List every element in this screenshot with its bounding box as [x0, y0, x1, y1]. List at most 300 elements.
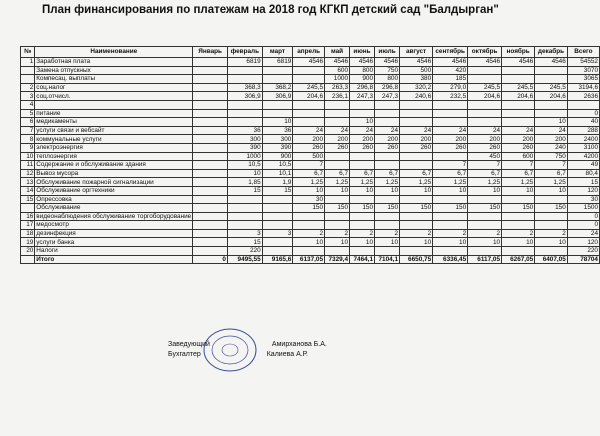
table-cell: 6137,05 [293, 255, 325, 264]
table-cell: 600 [502, 152, 535, 161]
table-cell: 7329,4 [325, 255, 350, 264]
table-cell [502, 75, 535, 84]
table-cell: 232,5 [433, 92, 468, 101]
table-cell [502, 247, 535, 256]
table-cell: 4200 [567, 152, 599, 161]
row-label: Заработная плата [35, 58, 193, 67]
table-cell [293, 221, 325, 230]
table-cell [227, 195, 262, 204]
table-cell: 10 [535, 186, 568, 195]
table-row [21, 109, 600, 118]
table-cell: 10 [325, 238, 350, 247]
table-cell [400, 152, 433, 161]
table-cell: 0 [567, 212, 599, 221]
row-label: услуги банка [35, 238, 193, 247]
table-cell [262, 221, 293, 230]
table-cell [468, 221, 502, 230]
table-cell [193, 247, 228, 256]
table-cell [193, 178, 228, 187]
table-cell [400, 109, 433, 118]
table-cell: 240 [535, 143, 568, 152]
table-cell [433, 221, 468, 230]
table-cell: 260 [325, 143, 350, 152]
table-cell: 296,8 [350, 83, 375, 92]
table-cell [325, 109, 350, 118]
table-cell: 6,7 [535, 169, 568, 178]
row-index: 7 [21, 126, 35, 135]
table-cell: 2 [375, 229, 400, 238]
table-cell [502, 212, 535, 221]
table-cell: 24 [400, 126, 433, 135]
row-index [21, 75, 35, 84]
column-header: май [325, 47, 350, 58]
row-label: Обслуживание [35, 204, 193, 213]
table-cell [262, 204, 293, 213]
table-cell: 1,25 [502, 178, 535, 187]
row-index: 16 [21, 212, 35, 221]
table-cell [325, 118, 350, 127]
table-cell [262, 100, 293, 109]
table-cell [193, 186, 228, 195]
row-label: Компесац. выплаты [35, 75, 193, 84]
table-cell: 2400 [567, 135, 599, 144]
table-cell: 204,6 [293, 92, 325, 101]
table-cell [325, 161, 350, 170]
table-cell: 306,9 [262, 92, 293, 101]
finance-plan-table [20, 46, 600, 264]
table-cell: 260 [468, 143, 502, 152]
table-cell [468, 75, 502, 84]
table-cell: 500 [293, 152, 325, 161]
table-cell: 24 [567, 229, 599, 238]
table-cell: 7 [468, 161, 502, 170]
table-cell: 10 [433, 238, 468, 247]
table-cell: 245,5 [502, 83, 535, 92]
table-cell: 260 [502, 143, 535, 152]
table-cell: 6336,45 [433, 255, 468, 264]
table-cell: 204,6 [502, 92, 535, 101]
table-cell: 6,7 [375, 169, 400, 178]
table-cell [400, 195, 433, 204]
table-cell: 24 [433, 126, 468, 135]
row-label: питание [35, 109, 193, 118]
table-cell: 390 [227, 143, 262, 152]
row-index: 20 [21, 247, 35, 256]
table-row [21, 186, 600, 195]
row-index: 6 [21, 118, 35, 127]
table-cell [325, 152, 350, 161]
table-cell [502, 118, 535, 127]
table-cell: 24 [502, 126, 535, 135]
table-cell: 6267,05 [502, 255, 535, 264]
table-cell: 7 [293, 161, 325, 170]
table-cell: 1500 [567, 204, 599, 213]
table-cell: 24 [325, 126, 350, 135]
table-cell [350, 100, 375, 109]
table-row [21, 221, 600, 230]
table-cell: 220 [567, 247, 599, 256]
column-header: апрель [293, 47, 325, 58]
table-cell [262, 75, 293, 84]
column-header: октябрь [468, 47, 502, 58]
table-cell [193, 169, 228, 178]
table-cell: 600 [325, 66, 350, 75]
table-cell [193, 135, 228, 144]
row-index: 13 [21, 178, 35, 187]
table-row [21, 75, 600, 84]
row-index [21, 255, 35, 264]
table-cell [468, 212, 502, 221]
table-cell: 260 [293, 143, 325, 152]
table-cell [400, 118, 433, 127]
signature-line-accountant: Бухгалтер Калиева А.Р. [168, 351, 308, 358]
table-cell [433, 109, 468, 118]
table-cell: 10 [350, 118, 375, 127]
column-header: № [21, 47, 35, 58]
table-cell: 10,5 [262, 161, 293, 170]
table-row [21, 161, 600, 170]
table-cell: 30 [293, 195, 325, 204]
table-cell [433, 152, 468, 161]
table-cell: 15 [567, 178, 599, 187]
table-cell [227, 109, 262, 118]
row-label: медосмотр [35, 221, 193, 230]
table-cell: 200 [468, 135, 502, 144]
table-cell: 1,25 [350, 178, 375, 187]
table-cell: 2 [400, 229, 433, 238]
table-cell: 6,7 [350, 169, 375, 178]
table-cell [375, 161, 400, 170]
table-cell [193, 152, 228, 161]
table-cell [227, 221, 262, 230]
table-cell: 185 [433, 75, 468, 84]
table-body [21, 58, 600, 264]
table-cell: 450 [468, 152, 502, 161]
table-cell [193, 92, 228, 101]
table-cell [193, 75, 228, 84]
table-row [21, 238, 600, 247]
table-cell: 150 [433, 204, 468, 213]
row-label: коммунальные услуги [35, 135, 193, 144]
table-cell [262, 66, 293, 75]
table-cell [193, 66, 228, 75]
table-cell [375, 109, 400, 118]
table-cell: 36 [262, 126, 293, 135]
table-cell: 4546 [350, 58, 375, 67]
table-cell: 30 [567, 195, 599, 204]
table-cell [325, 212, 350, 221]
table-row [21, 229, 600, 238]
table-cell: 204,6 [535, 92, 568, 101]
row-label: Обслуживание пожарной сигнализации [35, 178, 193, 187]
table-cell [193, 204, 228, 213]
table-cell [502, 221, 535, 230]
table-cell [350, 247, 375, 256]
table-cell: 300 [262, 135, 293, 144]
table-row [21, 126, 600, 135]
table-cell: 120 [567, 186, 599, 195]
table-cell [193, 83, 228, 92]
table-cell: 6819 [262, 58, 293, 67]
table-cell: 10 [400, 238, 433, 247]
table-cell: 6,7 [293, 169, 325, 178]
table-cell: 10 [293, 186, 325, 195]
table-row [21, 92, 600, 101]
table-cell [193, 143, 228, 152]
table-cell: 10 [375, 238, 400, 247]
table-cell: 368,2 [262, 83, 293, 92]
table-cell: 36 [227, 126, 262, 135]
table-cell: 15 [227, 186, 262, 195]
table-row [21, 58, 600, 67]
table-cell: 10 [325, 186, 350, 195]
table-row [21, 143, 600, 152]
table-cell: 3065 [567, 75, 599, 84]
table-cell [535, 212, 568, 221]
row-label [35, 100, 193, 109]
row-label: видеонаблюдения обслуживание торгоборудование [36, 212, 192, 220]
table-cell: 4546 [293, 58, 325, 67]
table-row [21, 66, 600, 75]
table-cell: 200 [535, 135, 568, 144]
table-cell: 800 [350, 66, 375, 75]
header-row [21, 47, 600, 58]
table-cell [262, 247, 293, 256]
table-cell [502, 195, 535, 204]
table-cell: 260 [375, 143, 400, 152]
table-cell: 4546 [400, 58, 433, 67]
table-cell: 9495,55 [227, 255, 262, 264]
row-label: Опрессовка [35, 195, 193, 204]
table-cell [400, 247, 433, 256]
column-header: Январь [193, 47, 228, 58]
row-index: 11 [21, 161, 35, 170]
row-label: электроэнергия [35, 143, 193, 152]
table-cell: 24 [350, 126, 375, 135]
table-cell: 306,9 [227, 92, 262, 101]
table-cell [193, 221, 228, 230]
table-cell [193, 100, 228, 109]
table-cell: 390 [262, 143, 293, 152]
table-cell: 300 [227, 135, 262, 144]
table-cell: 2636 [567, 92, 599, 101]
row-index: 12 [21, 169, 35, 178]
table-cell: 3100 [567, 143, 599, 152]
table-cell: 380 [400, 75, 433, 84]
table-cell [193, 126, 228, 135]
row-index: 4 [21, 100, 35, 109]
table-cell: 150 [375, 204, 400, 213]
table-row [21, 118, 600, 127]
table-cell: 6650,75 [400, 255, 433, 264]
signature-line-head: Заведующий Амирханова Б.А. [168, 341, 327, 348]
table-cell [502, 109, 535, 118]
row-index: 8 [21, 135, 35, 144]
table-cell [227, 100, 262, 109]
table-cell [350, 195, 375, 204]
table-cell: 6,7 [325, 169, 350, 178]
table-cell: 7464,1 [350, 255, 375, 264]
table-cell [350, 109, 375, 118]
table-cell [293, 100, 325, 109]
row-label: Вывоз мусора [35, 169, 193, 178]
row-label: Итого [35, 255, 193, 264]
table-cell [293, 75, 325, 84]
table-cell: 247,3 [375, 92, 400, 101]
document-title: План финансирования по платежам на 2018 год КГКП детский сад "Балдырган" [42, 4, 499, 16]
table-row [21, 135, 600, 144]
table-cell: 6,7 [400, 169, 433, 178]
table-cell [535, 221, 568, 230]
table-cell [535, 109, 568, 118]
table-cell: 1,25 [325, 178, 350, 187]
table-cell: 7 [502, 161, 535, 170]
table-cell: 4546 [535, 58, 568, 67]
table-cell: 2 [468, 229, 502, 238]
table-cell: 296,8 [375, 83, 400, 92]
table-cell: 3194,6 [567, 83, 599, 92]
table-cell: 368,3 [227, 83, 262, 92]
table-cell: 240,6 [400, 92, 433, 101]
row-label: теплоэнергия [35, 152, 193, 161]
table-cell: 2 [433, 229, 468, 238]
column-header: июнь [350, 47, 375, 58]
table-cell: 200 [375, 135, 400, 144]
table-cell [400, 212, 433, 221]
table-cell: 245,5 [293, 83, 325, 92]
table-cell: 120 [567, 238, 599, 247]
table-cell [227, 75, 262, 84]
column-header: декабрь [535, 47, 568, 58]
table-cell [535, 247, 568, 256]
table-cell: 750 [535, 152, 568, 161]
table-cell: 1,25 [400, 178, 433, 187]
table-cell: 245,5 [468, 83, 502, 92]
table-cell: 6407,05 [535, 255, 568, 264]
row-index: 17 [21, 221, 35, 230]
table-cell: 10 [535, 118, 568, 127]
table-cell: 3070 [567, 66, 599, 75]
table-cell [293, 109, 325, 118]
column-header: февраль [227, 47, 262, 58]
table-cell [375, 100, 400, 109]
table-cell: 4546 [502, 58, 535, 67]
table-cell: 279,0 [433, 83, 468, 92]
table-cell: 3 [227, 229, 262, 238]
table-cell: 200 [400, 135, 433, 144]
table-cell [400, 221, 433, 230]
table-cell: 10 [433, 186, 468, 195]
table-cell: 150 [502, 204, 535, 213]
table-cell: 1,85 [227, 178, 262, 187]
table-cell: 900 [350, 75, 375, 84]
table-cell: 2 [325, 229, 350, 238]
table-cell [400, 100, 433, 109]
table-cell: 150 [325, 204, 350, 213]
table-cell: 1000 [227, 152, 262, 161]
table-cell: 1,9 [262, 178, 293, 187]
column-header: Всего [567, 47, 599, 58]
row-index: 19 [21, 238, 35, 247]
table-cell: 10 [350, 238, 375, 247]
table-cell [433, 247, 468, 256]
table-cell [375, 152, 400, 161]
table-cell [433, 212, 468, 221]
table-cell [535, 195, 568, 204]
table-cell: 2 [502, 229, 535, 238]
table-cell [375, 212, 400, 221]
table-cell: 247,3 [350, 92, 375, 101]
table-cell: 7 [535, 161, 568, 170]
row-label: Налоги [35, 247, 193, 256]
table-cell [433, 118, 468, 127]
table-cell: 49 [567, 161, 599, 170]
table-cell: 10 [227, 169, 262, 178]
table-cell: 260 [400, 143, 433, 152]
table-cell [468, 66, 502, 75]
table-cell: 6819 [227, 58, 262, 67]
table-cell: 0 [567, 221, 599, 230]
table-cell: 1,25 [433, 178, 468, 187]
table-cell: 9165,6 [262, 255, 293, 264]
table-cell: 10,5 [227, 161, 262, 170]
table-row [21, 83, 600, 92]
table-cell: 1,25 [535, 178, 568, 187]
row-label: соц.налог [35, 83, 193, 92]
table-cell [262, 195, 293, 204]
table-cell: 200 [433, 135, 468, 144]
table-cell: 320,2 [400, 83, 433, 92]
table-cell [193, 238, 228, 247]
table-cell [193, 118, 228, 127]
table-cell [350, 221, 375, 230]
table-cell: 6,7 [468, 169, 502, 178]
table-cell [325, 221, 350, 230]
table-cell: 500 [400, 66, 433, 75]
table-cell: 15 [262, 186, 293, 195]
table-cell: 2 [293, 229, 325, 238]
table-cell: 1,25 [293, 178, 325, 187]
table-cell: 260 [433, 143, 468, 152]
table-cell: 15 [227, 238, 262, 247]
table-cell: 10 [502, 238, 535, 247]
row-label: Обслуживание оргтехники [35, 186, 193, 195]
row-label: соц.отчисл. [35, 92, 193, 101]
table-cell: 200 [325, 135, 350, 144]
table-cell: 24 [293, 126, 325, 135]
table-cell [375, 221, 400, 230]
table-cell: 1,25 [468, 178, 502, 187]
table-cell [433, 195, 468, 204]
column-header: Наименование [35, 47, 193, 58]
row-index: 5 [21, 109, 35, 118]
table-cell: 260 [350, 143, 375, 152]
row-label: услуги связи и вебсайт [35, 126, 193, 135]
table-cell: 24 [535, 126, 568, 135]
row-index: 3 [21, 92, 35, 101]
table-cell [262, 109, 293, 118]
row-index: 15 [21, 195, 35, 204]
table-cell: 150 [400, 204, 433, 213]
table-cell: 2 [535, 229, 568, 238]
column-header: июль [375, 47, 400, 58]
table-cell: 1000 [325, 75, 350, 84]
table-cell [193, 109, 228, 118]
column-header: август [400, 47, 433, 58]
table-cell: 40 [567, 118, 599, 127]
table-row [21, 195, 600, 204]
table-cell: 10 [262, 118, 293, 127]
